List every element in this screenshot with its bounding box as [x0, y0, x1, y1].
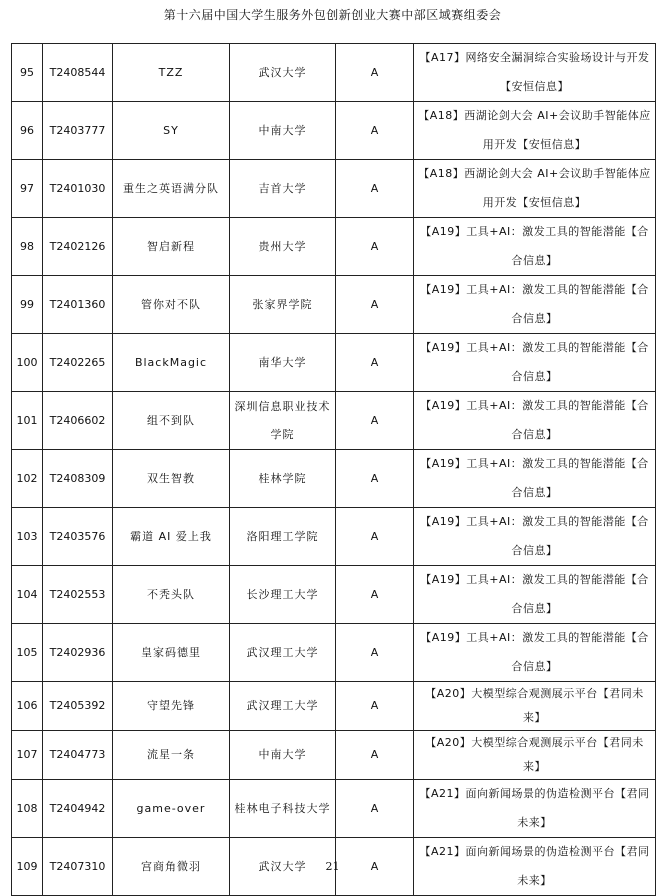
row-number: 96: [12, 102, 43, 160]
school-name: 吉首大学: [230, 160, 336, 218]
row-number: 100: [12, 334, 43, 392]
row-number: 106: [12, 682, 43, 731]
school-name: 贵州大学: [230, 218, 336, 276]
row-number: 104: [12, 566, 43, 624]
table-row: [12, 682, 656, 731]
row-number: 107: [12, 731, 43, 780]
track-title: 【A19】工具+AI：激发工具的智能潜能【合合信息】: [414, 508, 656, 566]
track-title: 【A20】大模型综合观测展示平台【君同未来】: [414, 682, 656, 731]
team-name: 霸道 AI 爱上我: [113, 508, 230, 566]
team-name: BlackMagic: [113, 334, 230, 392]
table-row: [12, 102, 656, 160]
team-id: T2404773: [43, 731, 113, 780]
table-row: [12, 276, 656, 334]
row-number: 102: [12, 450, 43, 508]
team-name: 宫商角微羽: [113, 838, 230, 896]
table-row: [12, 334, 656, 392]
table-row: [12, 392, 656, 450]
team-id: T2402936: [43, 624, 113, 682]
team-name: game-over: [113, 780, 230, 838]
team-id: T2401030: [43, 160, 113, 218]
school-name: 武汉大学: [230, 44, 336, 102]
track-title: 【A19】工具+AI：激发工具的智能潜能【合合信息】: [414, 392, 656, 450]
track-title: 【A20】大模型综合观测展示平台【君同未来】: [414, 731, 656, 780]
row-number: 97: [12, 160, 43, 218]
row-number: 99: [12, 276, 43, 334]
row-number: 108: [12, 780, 43, 838]
school-name: 南华大学: [230, 334, 336, 392]
team-name: 不秃头队: [113, 566, 230, 624]
table-row: [12, 450, 656, 508]
track-title: 【A19】工具+AI：激发工具的智能潜能【合合信息】: [414, 276, 656, 334]
team-name: 双生智教: [113, 450, 230, 508]
row-number: 98: [12, 218, 43, 276]
grade: A: [336, 682, 414, 731]
school-name: 武汉理工大学: [230, 624, 336, 682]
school-name: 桂林学院: [230, 450, 336, 508]
school-name: 中南大学: [230, 731, 336, 780]
grade: A: [336, 218, 414, 276]
team-id: T2403777: [43, 102, 113, 160]
table-row: [12, 508, 656, 566]
track-title: 【A17】网络安全漏洞综合实验场设计与开发【安恒信息】: [414, 44, 656, 102]
team-name: 皇家码德里: [113, 624, 230, 682]
grade: A: [336, 334, 414, 392]
page-number: 21: [325, 860, 340, 873]
grade: A: [336, 780, 414, 838]
grade: A: [336, 392, 414, 450]
table-row: [12, 624, 656, 682]
results-table: [11, 43, 656, 896]
team-name: 守望先锋: [113, 682, 230, 731]
team-id: T2405392: [43, 682, 113, 731]
team-id: T2404942: [43, 780, 113, 838]
team-id: T2402553: [43, 566, 113, 624]
grade: A: [336, 508, 414, 566]
grade: A: [336, 276, 414, 334]
track-title: 【A19】工具+AI：激发工具的智能潜能【合合信息】: [414, 334, 656, 392]
team-id: T2402126: [43, 218, 113, 276]
team-name: 管你对不队: [113, 276, 230, 334]
track-title: 【A18】西湖论剑大会 AI+会议助手智能体应用开发【安恒信息】: [414, 160, 656, 218]
track-title: 【A21】面向新闻场景的伪造检测平台【君同未来】: [414, 838, 656, 896]
school-name: 张家界学院: [230, 276, 336, 334]
school-name: 洛阳理工学院: [230, 508, 336, 566]
team-id: T2408544: [43, 44, 113, 102]
grade: A: [336, 566, 414, 624]
team-name: 重生之英语满分队: [113, 160, 230, 218]
grade: A: [336, 160, 414, 218]
school-name: 深圳信息职业技术学院: [230, 392, 336, 450]
track-title: 【A19】工具+AI：激发工具的智能潜能【合合信息】: [414, 450, 656, 508]
row-number: 105: [12, 624, 43, 682]
row-number: 95: [12, 44, 43, 102]
school-name: 武汉理工大学: [230, 682, 336, 731]
table-row: [12, 44, 656, 102]
team-name: 组不到队: [113, 392, 230, 450]
table-row: [12, 566, 656, 624]
table-row: [12, 160, 656, 218]
table-row: [12, 780, 656, 838]
page-header-title: 第十六届中国大学生服务外包创新创业大赛中部区域赛组委会: [163, 8, 502, 22]
track-title: 【A19】工具+AI：激发工具的智能潜能【合合信息】: [414, 566, 656, 624]
grade: A: [336, 450, 414, 508]
school-name: 桂林电子科技大学: [230, 780, 336, 838]
track-title: 【A18】西湖论剑大会 AI+会议助手智能体应用开发【安恒信息】: [414, 102, 656, 160]
grade: A: [336, 731, 414, 780]
school-name: 长沙理工大学: [230, 566, 336, 624]
school-name: 中南大学: [230, 102, 336, 160]
team-id: T2401360: [43, 276, 113, 334]
team-id: T2408309: [43, 450, 113, 508]
team-name: 智启新程: [113, 218, 230, 276]
track-title: 【A19】工具+AI：激发工具的智能潜能【合合信息】: [414, 624, 656, 682]
grade: A: [336, 44, 414, 102]
grade: A: [336, 624, 414, 682]
table-row: [12, 218, 656, 276]
team-name: SY: [113, 102, 230, 160]
track-title: 【A21】面向新闻场景的伪造检测平台【君同未来】: [414, 780, 656, 838]
row-number: 103: [12, 508, 43, 566]
row-number: 109: [12, 838, 43, 896]
row-number: 101: [12, 392, 43, 450]
track-title: 【A19】工具+AI：激发工具的智能潜能【合合信息】: [414, 218, 656, 276]
table-row: [12, 731, 656, 780]
grade: A: [336, 838, 414, 896]
team-id: T2402265: [43, 334, 113, 392]
team-id: T2407310: [43, 838, 113, 896]
team-name: 流星一条: [113, 731, 230, 780]
team-name: TZZ: [113, 44, 230, 102]
team-id: T2406602: [43, 392, 113, 450]
school-name: 武汉大学: [230, 838, 336, 896]
grade: A: [336, 102, 414, 160]
team-id: T2403576: [43, 508, 113, 566]
